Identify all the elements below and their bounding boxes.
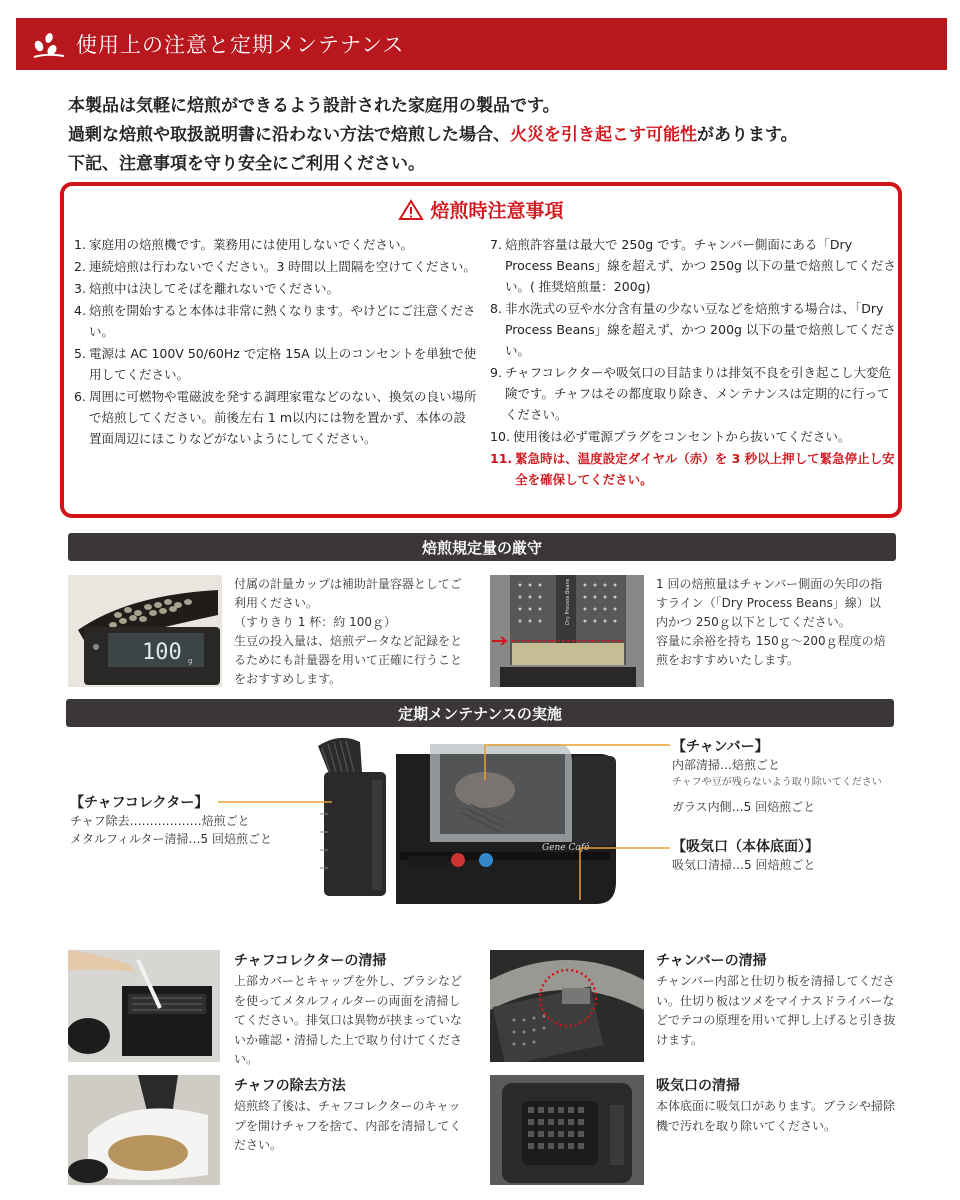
emergency-warning-text: 緊急時は、温度設定ダイヤル（赤）を 3 秒以上押して緊急停止し安全を確保してください。: [515, 451, 895, 487]
chaff-removal-title: チャフの除去方法: [234, 1078, 346, 1094]
warning-text: 非水洗式の豆や水分含有量の少ない豆などを焙煎する場合は、「Dry Process Beans」線を超えず、かつ 200g 以下の量で焙煎してください。: [504, 301, 896, 358]
chamber-callout-line: ガラス内側…5 回焙煎ごと: [672, 800, 816, 814]
intro-line-2-post: があります。: [697, 125, 798, 145]
chaff-cleaning-text: 上部カバーとキャップを外し、ブラシなどを使ってメタルフィルターの両面を清掃してください。排気口は異物が挟まっていないか確認・清掃した上で取り付けてください。: [234, 974, 463, 1066]
warning-num: 8.: [490, 301, 502, 316]
scale-reading: 100: [142, 640, 182, 665]
brand-logo: Gene Café: [542, 843, 590, 853]
warning-text: 焙煎を開始すると本体は非常に熱くなります。やけどにご注意ください。: [88, 303, 476, 339]
scale-desc-line: 付属の計量カップは補助計量容器としてご利用ください。: [234, 577, 462, 610]
chamber-description: [656, 575, 891, 670]
chamber-desc-line: 容量に余裕を持ち 150ｇ～200ｇ程度の焙煎をおすすめいたします。: [656, 634, 886, 667]
intro-line-1: 本製品は気軽に焙煎ができるよう設計された家庭用の製品です。: [68, 96, 560, 116]
intake-label: 【吸気口（本体底面）】: [672, 839, 819, 855]
warning-item: [74, 256, 478, 277]
scale-description: [234, 575, 469, 689]
warning-item: [490, 298, 896, 361]
warning-item: [74, 343, 478, 385]
chaff-cleaning-title: チャフコレクターの清掃: [234, 953, 387, 969]
warning-text: 焙煎許容量は最大で 250g です。チャンバー側面にある「Dry Process Beans」線を超えず、かつ 250g 以下の量で焙煎してください。( 推奨焙煎量：200g): [504, 237, 896, 294]
chaff-cleaning-photo: [68, 950, 220, 1062]
chamber-cleaning-photo: [490, 950, 644, 1062]
coffee-beans-logo-icon: [30, 29, 66, 59]
warning-text: チャフコレクターや吸気口の目詰まりは排気不良を引き起こし大変危険です。チャフはその都度取り除き、メンテナンスは定期的に行ってください。: [504, 365, 891, 422]
warning-num: 4.: [74, 303, 86, 318]
warning-item: [74, 234, 478, 255]
chamber-cleaning-title: チャンバーの清掃: [656, 953, 767, 969]
chamber-illustration: [490, 575, 644, 687]
scale-desc-line: （すりきり 1 杯：約 100ｇ）: [234, 615, 396, 629]
intake-callout-line: 吸気口清掃…5 回焙煎ごと: [672, 858, 816, 872]
warning-num: 5.: [74, 346, 86, 361]
intro-line-3: 下記、注意事項を守り安全にご利用ください。: [68, 154, 425, 174]
warning-num: 9.: [490, 365, 502, 380]
warning-item: [74, 278, 478, 299]
warning-num: 11.: [490, 451, 513, 466]
intake-cleaning-illustration: [490, 1075, 644, 1185]
callout-lines: [210, 740, 680, 910]
warning-item: [74, 386, 478, 449]
warning-num: 6.: [74, 389, 86, 404]
intro-text: [68, 92, 928, 179]
warning-triangle-icon: [398, 199, 424, 221]
maintenance-title: 定期メンテナンスの実施: [398, 704, 562, 723]
roast-amount-section-bar: [68, 533, 896, 561]
fire-hazard-warning: 火災を引き起こす可能性: [510, 125, 697, 145]
scale-unit: g: [188, 657, 193, 665]
warning-num: 3.: [74, 281, 86, 296]
chamber-callout: [672, 738, 882, 816]
chaff-collector-callout: [70, 794, 272, 848]
chamber-callout-note: チャフや豆が残らないよう取り除いてください: [672, 777, 882, 788]
chamber-desc-line: 1 回の焙煎量はチャンバー側面の矢印の指すライン（「Dry Process Beans」線）以内かつ 250ｇ以下としてください。: [656, 577, 883, 629]
warning-text: 家庭用の焙煎機です。業務用には使用しないでください。: [88, 237, 413, 252]
intro-line-2: [68, 121, 928, 150]
warning-text: 電源は AC 100V 50/60Hz で定格 15A 以上のコンセントを単独で使用してください。: [88, 346, 477, 382]
chaff-callout-line: メタルフィルター清掃…5 回焙煎ごと: [70, 832, 273, 846]
warning-item: [74, 300, 478, 342]
intake-cleaning-text: 本体底面に吸気口があります。ブラシや掃除機で汚れを取り除いてください。: [656, 1099, 896, 1133]
chamber-cleaning-text: チャンバー内部と仕切り板を清掃してください。仕切り板はツメをマイナスドライバーなどでテコの原理を用いて押し上げると引き抜けます。: [656, 974, 896, 1047]
maintenance-section-bar: [66, 699, 894, 727]
scale-photo: [68, 575, 222, 687]
warning-num: 10.: [490, 429, 510, 444]
warning-text: 使用後は必ず電源プラグをコンセントから抜いてください。: [512, 429, 851, 444]
warning-text: 周囲に可燃物や電磁波を発する調理家電などのない、換気の良い場所で焙煎してください。前後左右 1 m以内には物を置かず、本体の設置面周辺にほこりなどがないようにしてください。: [88, 389, 477, 446]
warning-text: 連続焙煎は行わないでください。3 時間以上間隔を空けてください。: [88, 259, 476, 274]
chaff-cleaning-illustration: [68, 950, 220, 1062]
scale-desc-line: 生豆の投入量は、焙煎データなど記録をとるためにも計量器を用いて正確に行うことをおすすめします。: [234, 634, 463, 686]
chamber-photo: [490, 575, 644, 687]
intro-line-2-pre: 過剰な焙煎や取扱説明書に沿わない方法で焙煎した場合、: [68, 125, 510, 145]
chamber-callout-line: 内部清掃…焙煎ごと: [672, 758, 781, 772]
chaff-collector-label: 【チャフコレクター】: [70, 795, 209, 811]
warning-list-left: [74, 234, 478, 450]
chamber-line-label: Dry Process Beans: [565, 578, 571, 625]
warning-item: [490, 234, 896, 297]
emergency-warning-item: [490, 448, 896, 490]
warning-box: [60, 182, 902, 518]
page-title: 使用上の注意と定期メンテナンス: [76, 33, 405, 57]
chaff-removal-photo: [68, 1075, 220, 1185]
intake-cleaning-photo: [490, 1075, 644, 1185]
chamber-label: 【チャンバー】: [672, 739, 769, 755]
intake-cleaning-title: 吸気口の清掃: [656, 1078, 740, 1094]
warning-title: 焙煎時注意事項: [430, 200, 564, 222]
warning-num: 7.: [490, 237, 502, 252]
warning-num: 1.: [74, 237, 86, 252]
warning-item: [490, 362, 896, 425]
scale-illustration: [68, 575, 222, 687]
chaff-callout-line: チャフ除去………………焙煎ごと: [70, 814, 250, 828]
chaff-removal-illustration: [68, 1075, 220, 1185]
intake-callout: [672, 838, 819, 874]
warning-list-right: [490, 234, 896, 491]
warning-text: 焙煎中は決してそばを離れないでください。: [88, 281, 339, 296]
warning-heading: [64, 196, 898, 223]
chamber-cleaning-illustration: [490, 950, 644, 1062]
header-banner: [16, 18, 947, 70]
chaff-removal-text: 焙煎終了後は、チャフコレクターのキャップを開けチャフを捨て、内部を清掃してください。: [234, 1099, 462, 1152]
roast-amount-title: 焙煎規定量の厳守: [421, 538, 542, 557]
warning-item: [490, 426, 896, 447]
warning-num: 2.: [74, 259, 86, 274]
